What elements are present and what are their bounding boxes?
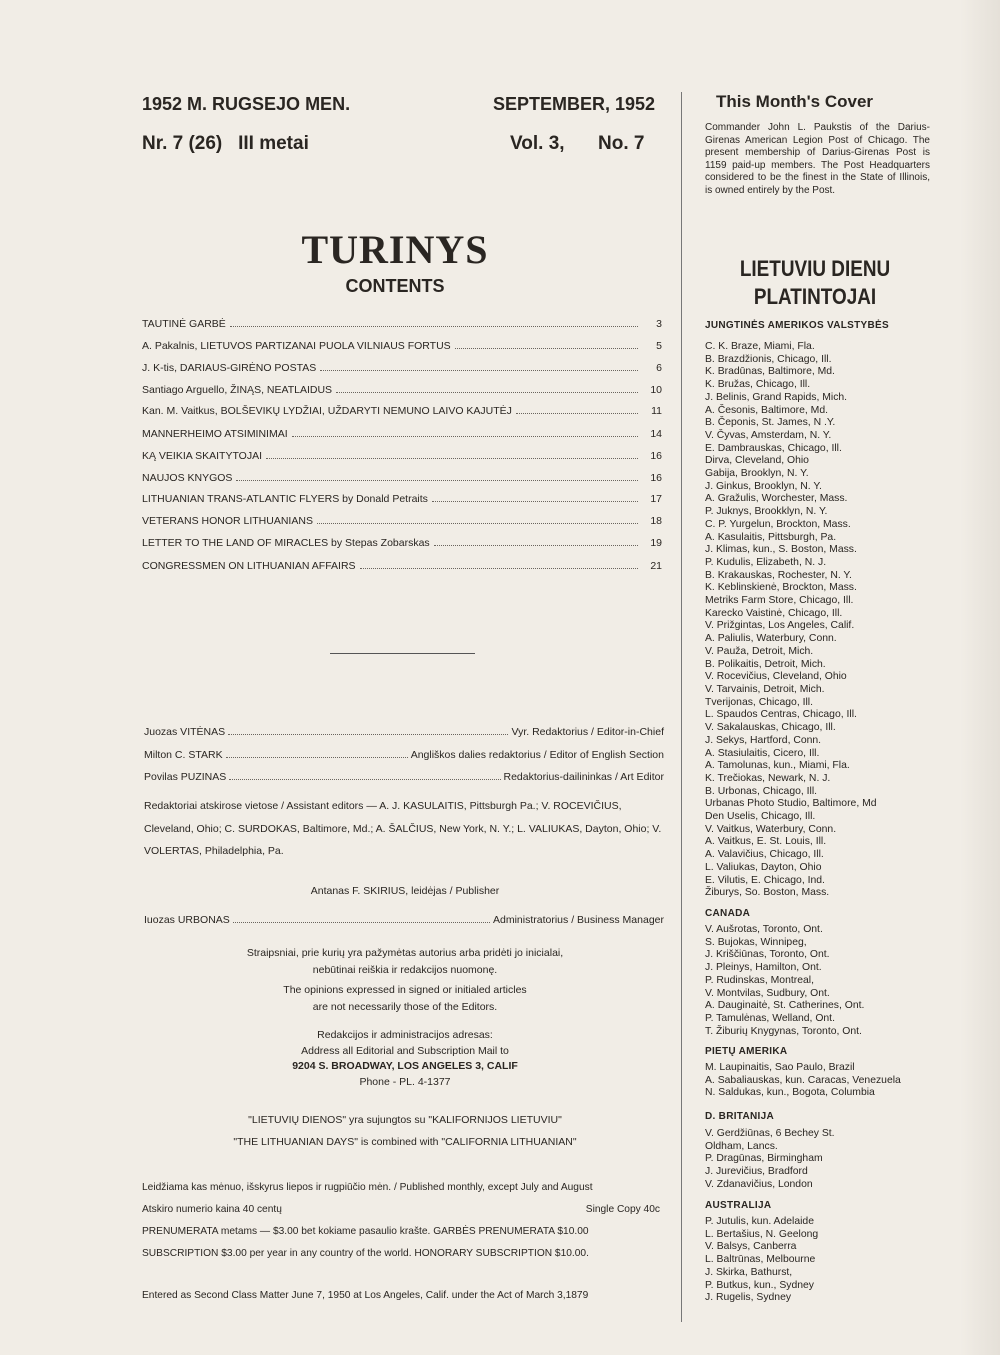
assistant-editors: Redaktoriai atskirose vietose / Assistant editors — A. J. KASULAITIS, Pittsburgh Pa.; V. ROCEVIČIUS, Cleveland, Ohio; C. SURDOKAS, Baltimore, Md.; A. ŠALČIUS, New York, N. Y.; L. VALIUKAS, Dayton, Ohio; V. VOLERTAS, Philadelphia, Pa. — [144, 800, 662, 857]
toc-entry-title: A. Pakalnis, LIETUVOS PARTIZANAI PUOLA VILNIAUS FORTUS — [142, 340, 451, 352]
staff-role: Angliškos dalies redaktorius / Editor of English Section — [410, 749, 664, 761]
distributor-entry: K. Keblinskienė, Brockton, Mass. — [705, 582, 857, 594]
distributor-entry: L. Valiukas, Dayton, Ohio — [705, 861, 822, 873]
staff-role: Redaktorius-dailininkas / Art Editor — [503, 771, 664, 783]
single-copy-price — [142, 1204, 662, 1215]
disclaimer-en-line: are not necessarily those of the Editors. — [312, 1000, 498, 1013]
distributor-entry: V. Sakalauskas, Chicago, Ill. — [705, 722, 836, 734]
postal-entry-note: Entered as Second Class Matter June 7, 1950 at Los Angeles, Calif. under the Act of March 3,1879 — [142, 1290, 589, 1301]
subscription-lt: PRENUMERATA metams — $3.00 bet kokiame pasaulio krašte. GARBĖS PRENUMERATA $10.00 — [142, 1226, 589, 1237]
toc-entry-title: Kan. M. Vaitkus, BOLŠEVIKŲ LYDŽIAI, UŽDARYTI NEMUNO LAIVO KAJUTĖJ — [142, 405, 512, 417]
toc-entry-page: 17 — [650, 493, 662, 505]
distributor-entry: B. Krakauskas, Rochester, N. Y. — [705, 569, 852, 581]
distributor-entry: Urbanas Photo Studio, Baltimore, Md — [705, 798, 877, 810]
distributor-entry: Dirva, Cleveland, Ohio — [705, 455, 809, 467]
toc-entry — [142, 493, 662, 505]
address-street: 9204 S. BROADWAY, LOS ANGELES 3, CALIF — [292, 1060, 518, 1072]
distributor-entry: Žiburys, So. Boston, Mass. — [705, 887, 830, 899]
distributor-entry: C. P. Yurgelun, Brockton, Mass. — [705, 518, 851, 530]
distributor-section-heading: AUSTRALIJA — [705, 1200, 772, 1211]
address-phone: Phone - PL. 4-1377 — [359, 1075, 451, 1088]
toc-entry — [142, 560, 662, 572]
distributor-entry: P. Juknys, Brookklyn, N. Y. — [705, 506, 828, 518]
price-en: Single Copy 40c — [585, 1204, 660, 1215]
distributor-entry: Oldham, Lancs. — [705, 1140, 778, 1152]
distributor-entry: J. Sekys, Hartford, Conn. — [705, 734, 822, 746]
distributor-entry: L. Spaudos Centras, Chicago, Ill. — [705, 709, 857, 721]
dot-leader — [292, 436, 638, 437]
toc-entry — [142, 537, 662, 549]
distributor-entry: P. Tamulėnas, Welland, Ont. — [705, 1012, 835, 1024]
merger-block — [144, 1109, 666, 1153]
toc-entry — [142, 472, 662, 484]
staff-name: Povilas PUZINAS — [144, 771, 227, 783]
distributor-entry: L. Bertašius, N. Geelong — [705, 1228, 819, 1240]
distributor-entry: B. Polikaitis, Detroit, Mich. — [705, 658, 826, 670]
distributor-section-heading: JUNGTINĖS AMERIKOS VALSTYBĖS — [705, 320, 889, 331]
toc-entry-title: CONGRESSMEN ON LITHUANIAN AFFAIRS — [142, 560, 356, 572]
distributor-entry: B. Čeponis, St. James, N .Y. — [705, 417, 836, 429]
distributor-entry: A. Kasulaitis, Pittsburgh, Pa. — [705, 531, 837, 543]
distributor-entry: V. Gerdžiūnas, 6 Bechey St. — [705, 1128, 835, 1139]
publisher: Antanas F. SKIRIUS, leidėjas / Publisher — [310, 885, 500, 897]
distributors-title — [716, 255, 914, 311]
dot-leader — [228, 734, 508, 735]
distributor-entry: Metriks Farm Store, Chicago, Ill. — [705, 595, 854, 607]
distributor-entry: A. Gražulis, Worchester, Mass. — [705, 493, 848, 505]
distributor-entry: B. Brazdžionis, Chicago, Ill. — [705, 353, 832, 365]
toc-entry-page: 19 — [650, 537, 662, 549]
disclaimer-lt-line: nebūtinai reiškia ir redakcijos nuomonę. — [312, 963, 498, 976]
section-separator — [330, 653, 475, 654]
toc-entry-page: 10 — [650, 384, 662, 396]
distributor-entry: J. Skirka, Bathurst, — [705, 1266, 793, 1278]
distributor-entry: V. Vaitkus, Waterbury, Conn. — [705, 823, 837, 835]
dot-leader — [266, 458, 638, 459]
cover-description: Commander John L. Paukstis of the Darius-Girenas American Legion Post of Chicago. The present membership of Darius-Girenas Post is 1159 paid-up members. The Post Headquarters considered to be the finest in the State of Illinois, is owned entirely by the Post. — [705, 122, 930, 196]
toc-entry-page: 14 — [650, 428, 662, 440]
distributor-entry: P. Butkus, kun., Sydney — [705, 1279, 814, 1291]
distributor-entry: J. Klimas, kun., S. Boston, Mass. — [705, 544, 857, 556]
toc-entry-page: 11 — [651, 405, 662, 417]
lt-date: 1952 M. RUGSEJO MEN. — [142, 94, 351, 114]
distributor-section-list — [705, 1128, 945, 1192]
merger-en: "THE LITHUANIAN DAYS" is combined with "CALIFORNIA LITHUANIAN" — [233, 1136, 577, 1148]
staff-role: Vyr. Redaktorius / Editor-in-Chief — [511, 726, 664, 738]
staff-name: Juozas VITĖNAS — [144, 726, 226, 738]
toc-entry-page: 3 — [656, 318, 662, 330]
dot-leader — [360, 568, 638, 569]
distributor-entry: J. Kriščiūnas, Toronto, Ont. — [705, 949, 830, 961]
distributor-entry: A. Tamolunas, kun., Miami, Fla. — [705, 760, 850, 772]
subscription-en: SUBSCRIPTION $3.00 per year in any country of the world. HONORARY SUBSCRIPTION $10.00. — [142, 1248, 589, 1259]
en-date: SEPTEMBER, 1952 — [493, 94, 656, 114]
distributor-entry: Den Uselis, Chicago, Ill. — [705, 811, 816, 823]
distributor-entry: V. Pauža, Detroit, Mich. — [705, 645, 814, 657]
staff-entry — [144, 771, 664, 783]
toc-entry-title: LITHUANIAN TRANS-ATLANTIC FLYERS by Donald Petraits — [142, 493, 428, 505]
distributor-entry: P. Jutulis, kun. Adelaide — [705, 1216, 814, 1227]
toc-entry-title: Santiago Arguello, ŽINĄS, NEATLAIDUS — [142, 384, 333, 396]
business-manager-role: Administratorius / Business Manager — [493, 914, 664, 926]
dot-leader — [233, 922, 490, 923]
distributor-section-list — [705, 341, 945, 900]
distributors-title-line: PLATINTOJAI — [753, 284, 877, 309]
merger-lt: "LIETUVIŲ DIENOS" yra sujungtos su "KALIFORNIJOS LIETUVIU" — [248, 1114, 562, 1126]
address-en: Address all Editorial and Subscription Mail to — [301, 1044, 509, 1057]
distributor-entry: T. Žiburių Knygynas, Toronto, Ont. — [705, 1025, 862, 1037]
distributor-section-list — [705, 924, 945, 1038]
en-volume: Vol. 3, — [510, 133, 565, 154]
staff-name: Milton C. STARK — [144, 749, 223, 761]
distributor-entry: A. Valavičius, Chicago, Ill. — [705, 849, 824, 861]
contents-subtitle: CONTENTS — [345, 276, 445, 296]
distributor-section-heading: PIETŲ AMERIKA — [705, 1046, 788, 1057]
distributor-entry: V. Balsys, Canberra — [705, 1241, 797, 1253]
staff-entry — [144, 749, 664, 761]
distributor-entry: K. Bružas, Chicago, Ill. — [705, 379, 811, 391]
en-number: No. 7 — [598, 133, 645, 154]
dot-leader — [320, 370, 638, 371]
distributor-entry: B. Urbonas, Chicago, Ill. — [705, 785, 818, 797]
contents-title: TURINYS — [301, 227, 489, 272]
distributor-entry: V. Čyvas, Amsterdam, N. Y. — [705, 429, 832, 441]
distributor-entry: V. Montvilas, Sudbury, Ont. — [705, 987, 830, 999]
distributor-entry: L. Baltrūnas, Melbourne — [705, 1254, 816, 1266]
lt-issue: Nr. 7 (26) III metai — [142, 133, 309, 154]
disclaimer-lt — [144, 945, 666, 978]
price-lt: Atskiro numerio kaina 40 centų — [142, 1204, 282, 1215]
business-manager-name: Iuozas URBONAS — [144, 914, 230, 926]
column-divider — [681, 92, 682, 1322]
distributor-entry: Gabija, Brooklyn, N. Y. — [705, 468, 809, 480]
distributor-entry: P. Dragūnas, Birmingham — [705, 1153, 823, 1165]
dot-leader — [226, 757, 408, 758]
address-lt: Redakcijos ir administracijos adresas: — [317, 1029, 493, 1041]
distributor-entry: P. Rudinskas, Montreal, — [705, 974, 814, 986]
toc-entry — [142, 515, 662, 527]
dot-leader — [455, 348, 638, 349]
distributor-entry: P. Kudulis, Elizabeth, N. J. — [705, 556, 827, 568]
distributor-entry: M. Laupinaitis, Sao Paulo, Brazil — [705, 1062, 855, 1073]
toc-entry — [142, 405, 662, 417]
dot-leader — [229, 779, 500, 780]
distributor-entry: A. Sabaliauskas, kun. Caracas, Venezuela — [705, 1074, 901, 1086]
dot-leader — [230, 326, 638, 327]
distributor-entry: A. Stasiulaitis, Cicero, Ill. — [705, 747, 820, 759]
disclaimer-en-line: The opinions expressed in signed or initialed articles — [283, 984, 527, 996]
dot-leader — [434, 545, 638, 546]
cover-title: This Month's Cover — [716, 92, 874, 111]
staff-entry — [144, 726, 664, 738]
toc-entry-page: 6 — [656, 362, 662, 374]
publication-schedule: Leidžiama kas mėnuo, išskyrus liepos ir rugpiūčio mėn. / Published monthly, except July and August — [142, 1182, 593, 1193]
toc-entry-title: LETTER TO THE LAND OF MIRACLES by Stepas Zobarskas — [142, 537, 430, 549]
toc-entry-title: KĄ VEIKIA SKAITYTOJAI — [142, 450, 263, 462]
distributor-entry: J. Jurevičius, Bradford — [705, 1166, 808, 1178]
toc-entry — [142, 428, 662, 440]
distributor-entry: V. Rocevičius, Cleveland, Ohio — [705, 671, 847, 683]
distributor-entry: A. Paliulis, Waterbury, Conn. — [705, 633, 837, 645]
distributor-section-list — [705, 1216, 945, 1305]
page-edge-shadow — [960, 0, 1000, 1355]
distributor-entry: J. Ginkus, Brooklyn, N. Y. — [705, 480, 822, 492]
distributor-section-heading: CANADA — [705, 908, 751, 919]
distributor-entry: E. Vilutis, E. Chicago, Ind. — [705, 874, 825, 886]
toc-entry-title: VETERANS HONOR LITHUANIANS — [142, 515, 313, 527]
distributor-entry: N. Saldukas, kun., Bogota, Columbia — [705, 1087, 875, 1099]
distributors-title-line: LIETUVIU DIENU — [739, 256, 891, 281]
distributor-entry: A. Česonis, Baltimore, Md. — [705, 404, 828, 416]
toc-entry-page: 5 — [656, 340, 662, 352]
address-block — [144, 1028, 666, 1090]
dot-leader — [236, 480, 638, 481]
distributor-entry: A. Vaitkus, E. St. Louis, Ill. — [705, 836, 827, 848]
distributor-section-heading: D. BRITANIJA — [705, 1111, 774, 1122]
distributor-entry: J. Rugelis, Sydney — [705, 1292, 792, 1304]
distributor-entry: C. K. Braze, Miami, Fla. — [705, 341, 815, 352]
distributor-entry: E. Dambrauskas, Chicago, Ill. — [705, 442, 842, 454]
toc-entry — [142, 340, 662, 352]
toc-entry — [142, 450, 662, 462]
distributor-entry: Karecko Vaistinė, Chicago, Ill. — [705, 607, 843, 619]
distributor-entry: V. Zdanavičius, London — [705, 1178, 813, 1190]
toc-entry — [142, 318, 662, 330]
distributor-entry: S. Bujokas, Winnipeg, — [705, 936, 807, 948]
toc-entry-page: 21 — [650, 560, 662, 572]
distributor-entry: Tverijonas, Chicago, Ill. — [705, 696, 813, 708]
toc-entry — [142, 362, 662, 374]
distributor-entry: J. Belinis, Grand Rapids, Mich. — [705, 391, 848, 403]
toc-entry-page: 18 — [650, 515, 662, 527]
distributor-entry: J. Pleinys, Hamilton, Ont. — [705, 962, 822, 974]
toc-entry-title: MANNERHEIMO ATSIMINIMAI — [142, 428, 288, 440]
toc-entry-title: J. K-tis, DARIAUS-GIRĖNO POSTAS — [142, 362, 317, 374]
disclaimer-lt-line: Straipsniai, prie kurių yra pažymėtas autorius arba pridėti jo inicialai, — [246, 947, 564, 959]
distributor-entry: V. Aušrotas, Toronto, Ont. — [705, 924, 823, 935]
distributor-entry: V. Prižgintas, Los Angeles, Calif. — [705, 620, 855, 632]
toc-entry-page: 16 — [650, 450, 662, 462]
toc-entry — [142, 384, 662, 396]
dot-leader — [432, 501, 638, 502]
dot-leader — [317, 523, 638, 524]
distributor-entry: V. Tarvainis, Detroit, Mich. — [705, 683, 825, 695]
toc-entry-title: TAUTINĖ GARBĖ — [142, 318, 226, 330]
distributor-entry: A. Dauginaitė, St. Catherines, Ont. — [705, 1000, 865, 1012]
toc-entry-title: NAUJOS KNYGOS — [142, 472, 233, 484]
distributor-entry: K. Trečiokas, Newark, N. J. — [705, 772, 831, 784]
dot-leader — [336, 392, 638, 393]
distributor-entry: K. Bradūnas, Baltimore, Md. — [705, 366, 835, 378]
disclaimer-en — [144, 982, 666, 1015]
toc-entry-page: 16 — [650, 472, 662, 484]
distributor-section-list — [705, 1062, 945, 1100]
dot-leader — [516, 413, 638, 414]
business-manager — [144, 914, 664, 926]
